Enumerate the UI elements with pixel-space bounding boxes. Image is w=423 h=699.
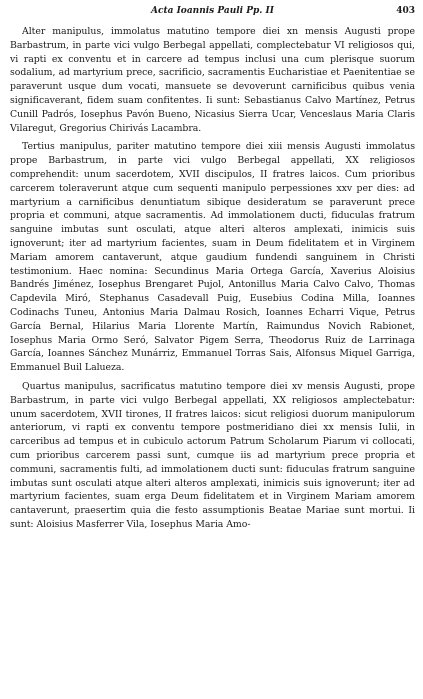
running-title: Acta Ioannis Pauli Pp. II [151,6,274,16]
paragraph-second-group: Alter manipulus, immolatus matutino tempore diei xn mensis Augusti prope Barbastrum, in parte vici vulgo Berbegal appellati, complectebatur VI religiosos qui, vi rapti ex conventu et in carcere ad tempus inclusi una cum plerisque suorum sodalium, ad martyrium prece, sacrificio, sacramentis Eucharistiae et Paenitentiae se paraverunt usque dum vocati, mansuete se devoverunt carnificibus quibus venia significaverant, fidem suam confitentes. Ii sunt: Sebastianus Calvo Martínez, Petrus Cunill Padrós, Iosephus Pavón Bueno, Nicasius Sierra Ucar, Venceslaus Maria Claris Vilaregut, Gregorius Chirivás Lacambra. [10,26,415,134]
body-text [10,25,415,532]
paragraph-third-group: Tertius manipulus, pariter matutino tempore diei xiii mensis Augusti immolatus prope Barbastrum, in parte vici vulgo Berbegal appellati, XX religiosos comprehendit: unum sacerdotem, XVII discipulos, II fratres laicos. Cum prioribus carcerem toleraverunt atque cum sequenti manipulo perpessiones xxv per dies: ad martyrium a carnificibus denuntiatum sibique desideratum se paraverunt prece propria et communi, atque sacramentis. Ad immolationem ducti, fiduculas fratrum sanguine imbutas sunt osculati, atque alteri alteros amplexati, inimicis suis ignoverunt; iter ad martyrium facientes, suam in Deum fidelitatem et in Virginem Mariam amorem cantaverunt, atque gaudium fundendi sanguinem in Christi testimonium. Haec nomina: Secundinus Maria Ortega García, Xaverius Aloisius Bandrés Jiménez, Iosephus Brengaret Pujol, Antonillus Maria Calvo Calvo, Thomas Capdevila Miró, Stephanus Casadevall Puig, Eusebius Codina Milla, Ioannes Codinachs Tuneu, Antonius Maria Dalmau Rosich, Ioannes Echarri Vique, Petrus García Bernal, Hilarius Maria Llorente Martín, Raimundus Novich Rabionet, Iosephus Maria Ormo Seró, Salvator Pigem Serra, Theodorus Ruiz de Larrinaga García, Ioannes Sánchez Munárriz, Emmanuel Torras Sais, Alfonsus Miquel Garriga, Emmanuel Buil Lalueza. [10,141,415,374]
page-number: 403 [396,6,415,16]
paragraph-fourth-group: Quartus manipulus, sacrificatus matutino tempore diei xv mensis Augusti, prope Barbastrum, in parte vici vulgo Berbegal appellati, XX religiosos amplectebatur: unum sacerdotem, XVII tirones, II fratres laicos: sicut religiosi duorum manipulorum anteriorum, vi rapti ex conventu tempore postmeridiano diei xx mensis Iulii, in carceribus ad tempus et in cubiculo actorum Patrum Scholarum Piarum vi collocati, cum prioribus carcerem passi sunt, cumque iis ad martyrium prece propria et communi, sacramentis fulti, ad immolationem ducti sunt: fiduculas fratrum sanguine imbutas sunt osculati atque alteri alteros amplexati, inimicis suis ignoverunt; iter ad martyrium facientes, suam erga Deum fidelitatem et in Virginem Mariam amorem cantaverunt, praesertim quia die festo assumptionis Beatae Mariae sunt mortui. Ii sunt: Aloisius Masferrer Vila, Iosephus Maria Amo- [10,380,415,530]
running-header [10,6,415,20]
